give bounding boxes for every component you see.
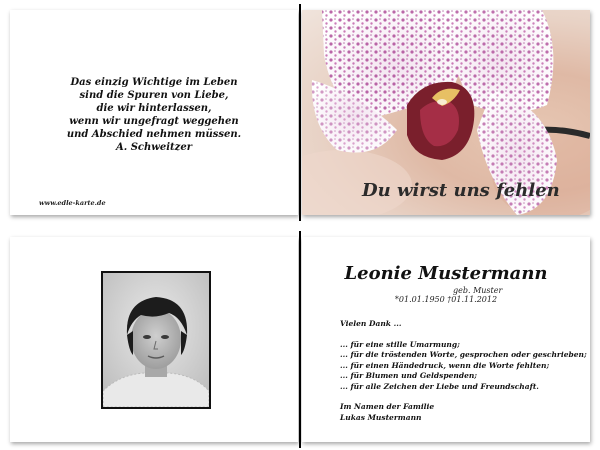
- quote-block: [10, 76, 298, 154]
- life-dates: *01.01.1950 †01.11.2012: [394, 295, 498, 304]
- birth-name: geb. Muster: [453, 286, 503, 295]
- quote-line: die wir hinterlassen,: [96, 103, 212, 114]
- thanks-line: ... für die tröstenden Worte, gesprochen oder geschrieben;: [340, 350, 587, 359]
- quote-line: und Abschied nehmen müssen.: [66, 129, 242, 140]
- fold-line-top: [299, 4, 301, 221]
- portrait-photo: [101, 271, 211, 409]
- quote-line: sind die Spuren von Liebe,: [79, 90, 229, 101]
- thanks-line: ... für eine stille Umarmung;: [340, 339, 460, 349]
- portrait-image: [103, 273, 209, 407]
- closing-line: Im Namen der Familie: [340, 402, 435, 411]
- card-photo-panel: [10, 237, 298, 442]
- quote-line: wenn wir ungefragt weggehen: [69, 116, 239, 127]
- thanks-line: ... für einen Händedruck, wenn die Worte fehlten;: [340, 360, 550, 370]
- card-orchid-panel: [302, 10, 590, 215]
- deceased-name: Leonie Mustermann: [344, 263, 548, 284]
- thanks-line: ... für Blumen und Geldspenden;: [340, 371, 478, 380]
- thanks-intro: Vielen Dank ...: [340, 319, 402, 328]
- fold-line-bottom: [299, 231, 301, 448]
- thanks-block: [340, 319, 587, 423]
- website-label: www.edle-karte.de: [39, 199, 106, 207]
- quote-line: Das einzig Wichtige im Leben: [70, 77, 238, 88]
- card-thanks-panel: [302, 237, 590, 442]
- quote-author: A. Schweitzer: [115, 142, 192, 153]
- signature-name: Lukas Mustermann: [340, 412, 422, 422]
- thanks-line: ... für alle Zeichen der Liebe und Freundschaft.: [340, 381, 539, 391]
- card-quote-panel: [10, 10, 298, 215]
- tagline-text: Du wirst uns fehlen: [362, 180, 560, 201]
